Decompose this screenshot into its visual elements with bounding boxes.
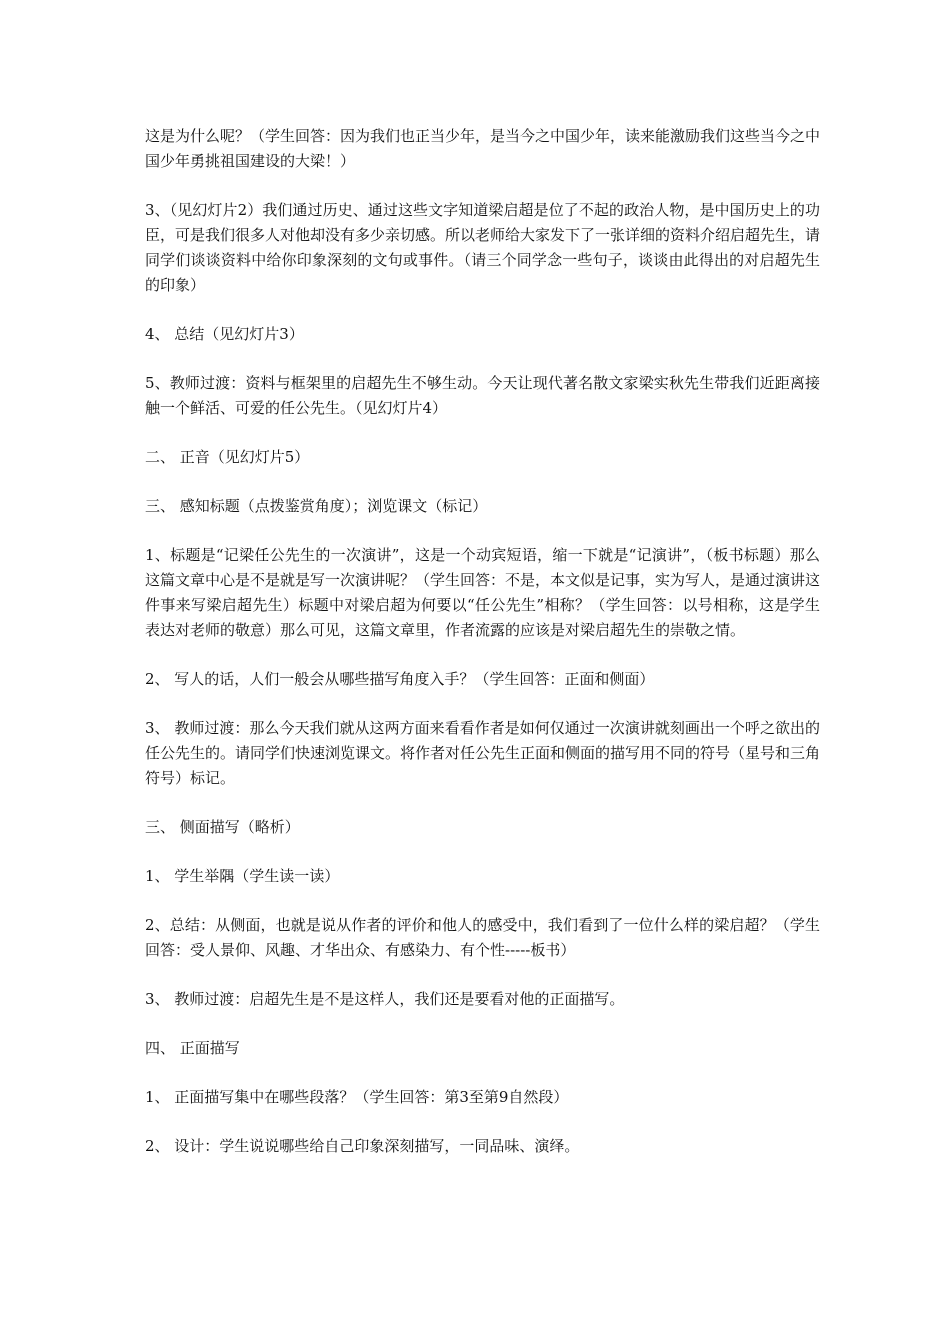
paragraph-title-analysis: 1、标题是“记梁任公先生的一次演讲”，这是一个动宾短语，缩一下就是“记演讲”，（板书标题）那么这篇文章中心是不是就是写一次演讲呢？（学生回答：不是，本文似是记事，实为写人，是通过演讲这件事来写梁启超先生）标题中对梁启超为何要以“任公先生”相称？（学生回答：以号相称，这是学生表达对老师的敬意）那么可见，这篇文章里，作者流露的应该是对梁启超先生的崇敬之情。 [145,546,821,639]
section-heading-side-description: 三、 侧面描写（略析） [145,818,300,836]
section-heading-title-perception: 三、 感知标题（点拨鉴赏角度）；浏览课文（标记） [145,497,488,515]
paragraph-front-paragraphs: 1、 正面描写集中在哪些段落？（学生回答：第3至第9自然段） [145,1088,569,1106]
paragraph-side-summary: 2、总结：从侧面，也就是说从作者的评价和他人的感受中，我们看到了一位什么样的梁启超？（学生回答：受人景仰、风趣、才华出众、有感染力、有个性-----板书） [145,916,820,959]
paragraph-design: 2、 设计：学生说说哪些给自己印象深刻描写，一同品味、演绎。 [145,1137,580,1155]
paragraph-intro-answer: 这是为什么呢？（学生回答：因为我们也正当少年，是当今之中国少年，读来能激励我们这些当今之中国少年勇挑祖国建设的大梁！） [145,127,821,170]
paragraph-teacher-transition: 3、 教师过渡：那么今天我们就从这两方面来看看作者是如何仅通过一次演讲就刻画出一个呼之欲出的任公先生的。请同学们快速浏览课文。将作者对任公先生正面和侧面的描写用不同的符号（星号和三角符号）标记。 [145,719,821,787]
paragraph-summary: 4、 总结（见幻灯片3） [145,325,304,343]
paragraph-slide-2: 3、（见幻灯片2）我们通过历史、通过这些文字知道梁启超是位了不起的政治人物，是中国历史上的功臣，可是我们很多人对他却没有多少亲切感。所以老师给大家发下了一张详细的资料介绍启超先生，请同学们谈谈资料中给你印象深刻的文句或事件。（请三个同学念一些句子，谈谈由此得出的对启超先生的印象） [145,201,821,294]
section-heading-pronunciation: 二、 正音（见幻灯片5） [145,448,310,466]
document-page [145,124,820,1183]
paragraph-transition: 5、教师过渡：资料与框架里的启超先生不够生动。今天让现代著名散文家梁实秋先生带我们近距离接触一个鲜活、可爱的任公先生。（见幻灯片4） [145,374,820,417]
section-heading-front-description: 四、 正面描写 [145,1039,240,1057]
paragraph-student-examples: 1、 学生举隅（学生读一读） [145,867,340,885]
paragraph-description-angles: 2、 写人的话，人们一般会从哪些描写角度入手？（学生回答：正面和侧面） [145,670,655,688]
paragraph-side-transition: 3、 教师过渡：启超先生是不是这样人，我们还是要看对他的正面描写。 [145,990,625,1008]
